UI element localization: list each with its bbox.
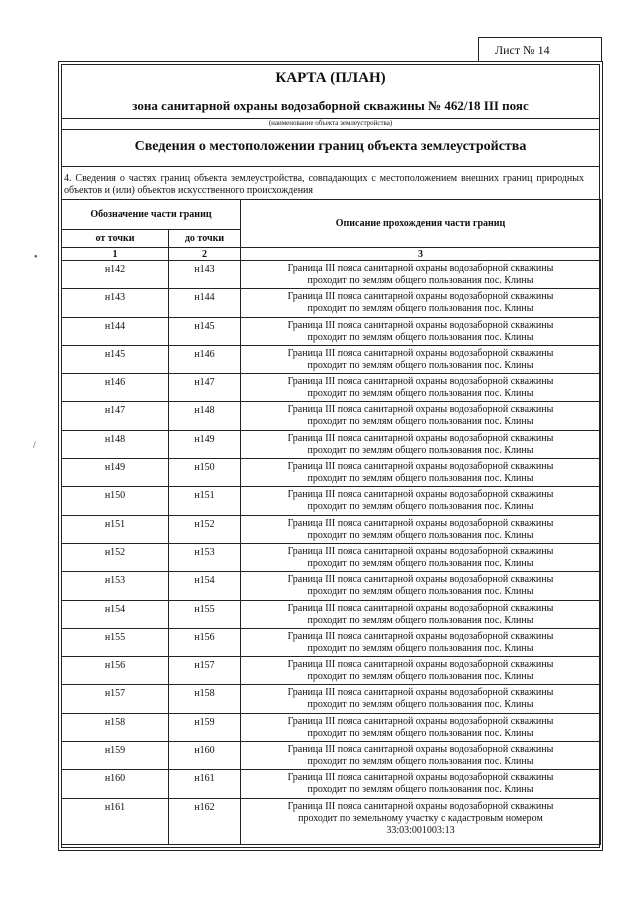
description-line: проходит по землям общего пользования пос. Клины bbox=[307, 359, 534, 371]
from-point: н161 bbox=[62, 798, 169, 844]
section-title: Сведения о местоположении границ объекта землеустройства bbox=[134, 139, 527, 154]
boundary-description bbox=[241, 345, 601, 373]
boundary-description bbox=[241, 430, 601, 458]
description-line: Граница III пояса санитарной охраны водозаборной скважины bbox=[287, 744, 554, 756]
column-number: 1 bbox=[62, 248, 169, 261]
scan-speck: / bbox=[33, 440, 36, 451]
description-line: Граница III пояса санитарной охраны водозаборной скважины bbox=[287, 517, 554, 529]
from-point: н149 bbox=[62, 459, 169, 487]
table-row bbox=[62, 374, 601, 402]
description-line: Граница III пояса санитарной охраны водозаборной скважины bbox=[287, 291, 554, 303]
divider bbox=[61, 166, 600, 167]
boundary-description bbox=[241, 459, 601, 487]
description-line: проходит по землям общего пользования пос. Клины bbox=[307, 784, 534, 796]
description-line: проходит по землям общего пользования пос. Клины bbox=[307, 642, 534, 654]
description-line: Граница III пояса санитарной охраны водозаборной скважины bbox=[287, 432, 554, 444]
header-description: Описание прохождения части границ bbox=[241, 200, 601, 248]
boundary-description bbox=[241, 713, 601, 741]
section-note: 4. Сведения о частях границ объекта землеустройства, совпадающих с местоположением внешних границ природных объектов и (или) объектов искусственного происхождения bbox=[64, 173, 584, 196]
description-line: Граница III пояса санитарной охраны водозаборной скважины bbox=[287, 461, 554, 473]
to-point: н145 bbox=[169, 317, 241, 345]
to-point: н153 bbox=[169, 543, 241, 571]
from-point: н146 bbox=[62, 374, 169, 402]
description-line: проходит по землям общего пользования пос. Клины bbox=[307, 501, 534, 513]
boundary-description bbox=[241, 374, 601, 402]
boundary-description bbox=[241, 798, 601, 844]
to-point: н143 bbox=[169, 261, 241, 289]
table-row bbox=[62, 600, 601, 628]
description-line: Граница III пояса санитарной охраны водозаборной скважины bbox=[287, 376, 554, 388]
from-point: н145 bbox=[62, 345, 169, 373]
boundary-description bbox=[241, 289, 601, 317]
from-point: н152 bbox=[62, 543, 169, 571]
table-row bbox=[62, 487, 601, 515]
to-point: н152 bbox=[169, 515, 241, 543]
description-line: Граница III пояса санитарной охраны водозаборной скважины bbox=[287, 404, 554, 416]
description-line: Граница III пояса санитарной охраны водозаборной скважины bbox=[287, 772, 554, 784]
table-row bbox=[62, 402, 601, 430]
description-line: проходит по землям общего пользования пос. Клины bbox=[307, 586, 534, 598]
description-line: Граница III пояса санитарной охраны водозаборной скважины bbox=[287, 263, 554, 274]
description-line: проходит по землям общего пользования пос. Клины bbox=[307, 699, 534, 711]
description-line: Граница III пояса санитарной охраны водозаборной скважины bbox=[287, 687, 554, 699]
description-line: Граница III пояса санитарной охраны водозаборной скважины bbox=[287, 545, 554, 557]
table-row bbox=[62, 798, 601, 844]
boundary-description bbox=[241, 317, 601, 345]
document-title: КАРТА (ПЛАН) bbox=[275, 70, 386, 86]
from-point: н160 bbox=[62, 770, 169, 798]
boundary-description bbox=[241, 742, 601, 770]
divider bbox=[61, 129, 600, 130]
table-row bbox=[62, 713, 601, 741]
description-line: проходит по землям общего пользования пос. Клины bbox=[307, 671, 534, 683]
from-point: н147 bbox=[62, 402, 169, 430]
table-row bbox=[62, 742, 601, 770]
from-point: н154 bbox=[62, 600, 169, 628]
description-line: Граница III пояса санитарной охраны водозаборной скважины bbox=[287, 489, 554, 501]
description-line: проходит по землям общего пользования пос. Клины bbox=[307, 529, 534, 541]
table-row bbox=[62, 657, 601, 685]
to-point: н162 bbox=[169, 798, 241, 844]
boundary-description bbox=[241, 685, 601, 713]
to-point: н147 bbox=[169, 374, 241, 402]
description-line: проходит по землям общего пользования пос. Клины bbox=[307, 727, 534, 739]
table-row bbox=[62, 459, 601, 487]
boundary-description bbox=[241, 770, 601, 798]
from-point: н159 bbox=[62, 742, 169, 770]
from-point: н157 bbox=[62, 685, 169, 713]
boundary-description bbox=[241, 515, 601, 543]
description-line: Граница III пояса санитарной охраны водозаборной скважины bbox=[287, 659, 554, 671]
description-line: проходит по землям общего пользования пос. Клины bbox=[307, 275, 534, 286]
from-point: н151 bbox=[62, 515, 169, 543]
description-line: Граница III пояса санитарной охраны водозаборной скважины bbox=[287, 800, 554, 812]
description-line: Граница III пояса санитарной охраны водозаборной скважины bbox=[287, 574, 554, 586]
from-point: н158 bbox=[62, 713, 169, 741]
table-row bbox=[62, 572, 601, 600]
description-line: Граница III пояса санитарной охраны водозаборной скважины bbox=[287, 319, 554, 331]
table-row bbox=[62, 770, 601, 798]
boundary-description bbox=[241, 572, 601, 600]
description-line: проходит по землям общего пользования пос. Клины bbox=[307, 557, 534, 569]
column-number: 3 bbox=[241, 248, 601, 261]
to-point: н144 bbox=[169, 289, 241, 317]
description-line: проходит по землям общего пользования пос. Клины bbox=[307, 444, 534, 456]
to-point: н155 bbox=[169, 600, 241, 628]
boundary-description bbox=[241, 402, 601, 430]
object-name-caption: (наименование объекта землеустройства) bbox=[268, 119, 393, 127]
description-line: проходит по земельному участку с кадастровым номером bbox=[298, 812, 543, 824]
table-row bbox=[62, 317, 601, 345]
to-point: н150 bbox=[169, 459, 241, 487]
to-point: н161 bbox=[169, 770, 241, 798]
description-line: Граница III пояса санитарной охраны водозаборной скважины bbox=[287, 602, 554, 614]
table-row bbox=[62, 685, 601, 713]
column-number: 2 bbox=[169, 248, 241, 261]
table-row bbox=[62, 261, 601, 289]
to-point: н159 bbox=[169, 713, 241, 741]
table-row bbox=[62, 628, 601, 656]
to-point: н151 bbox=[169, 487, 241, 515]
table-row bbox=[62, 289, 601, 317]
to-point: н154 bbox=[169, 572, 241, 600]
boundary-description bbox=[241, 261, 601, 289]
to-point: н149 bbox=[169, 430, 241, 458]
boundary-description bbox=[241, 600, 601, 628]
description-line: Граница III пояса санитарной охраны водозаборной скважины bbox=[287, 347, 554, 359]
from-point: н144 bbox=[62, 317, 169, 345]
from-point: н155 bbox=[62, 628, 169, 656]
cadastral-number: 33:03:001003:13 bbox=[386, 824, 455, 836]
object-name: зона санитарной охраны водозаборной скважины № 462/18 III пояс bbox=[132, 98, 529, 113]
header-boundary-designation: Обозначение части границ bbox=[62, 200, 241, 230]
boundary-description bbox=[241, 543, 601, 571]
description-line: проходит по землям общего пользования пос. Клины bbox=[307, 473, 534, 485]
from-point: н142 bbox=[62, 261, 169, 289]
description-line: проходит по землям общего пользования пос. Клины bbox=[307, 614, 534, 626]
boundary-description bbox=[241, 657, 601, 685]
from-point: н153 bbox=[62, 572, 169, 600]
from-point: н148 bbox=[62, 430, 169, 458]
to-point: н157 bbox=[169, 657, 241, 685]
table-row bbox=[62, 430, 601, 458]
from-point: н143 bbox=[62, 289, 169, 317]
description-line: проходит по землям общего пользования пос. Клины bbox=[307, 331, 534, 343]
table-row bbox=[62, 345, 601, 373]
description-line: проходит по землям общего пользования пос. Клины bbox=[307, 416, 534, 428]
boundary-table bbox=[61, 199, 601, 845]
table-row bbox=[62, 515, 601, 543]
header-to-point: до точки bbox=[169, 230, 241, 248]
description-line: Граница III пояса санитарной охраны водозаборной скважины bbox=[287, 630, 554, 642]
to-point: н146 bbox=[169, 345, 241, 373]
boundary-description bbox=[241, 487, 601, 515]
from-point: н156 bbox=[62, 657, 169, 685]
description-line: Граница III пояса санитарной охраны водозаборной скважины bbox=[287, 715, 554, 727]
to-point: н148 bbox=[169, 402, 241, 430]
sheet-number: Лист № 14 bbox=[478, 37, 602, 61]
to-point: н156 bbox=[169, 628, 241, 656]
to-point: н160 bbox=[169, 742, 241, 770]
from-point: н150 bbox=[62, 487, 169, 515]
header-from-point: от точки bbox=[62, 230, 169, 248]
boundary-description bbox=[241, 628, 601, 656]
description-line: проходит по землям общего пользования пос. Клины bbox=[307, 756, 534, 768]
description-line: проходит по землям общего пользования пос. Клины bbox=[307, 388, 534, 400]
description-line: проходит по землям общего пользования пос. Клины bbox=[307, 303, 534, 315]
scan-speck: • bbox=[34, 252, 38, 263]
to-point: н158 bbox=[169, 685, 241, 713]
table-row bbox=[62, 543, 601, 571]
